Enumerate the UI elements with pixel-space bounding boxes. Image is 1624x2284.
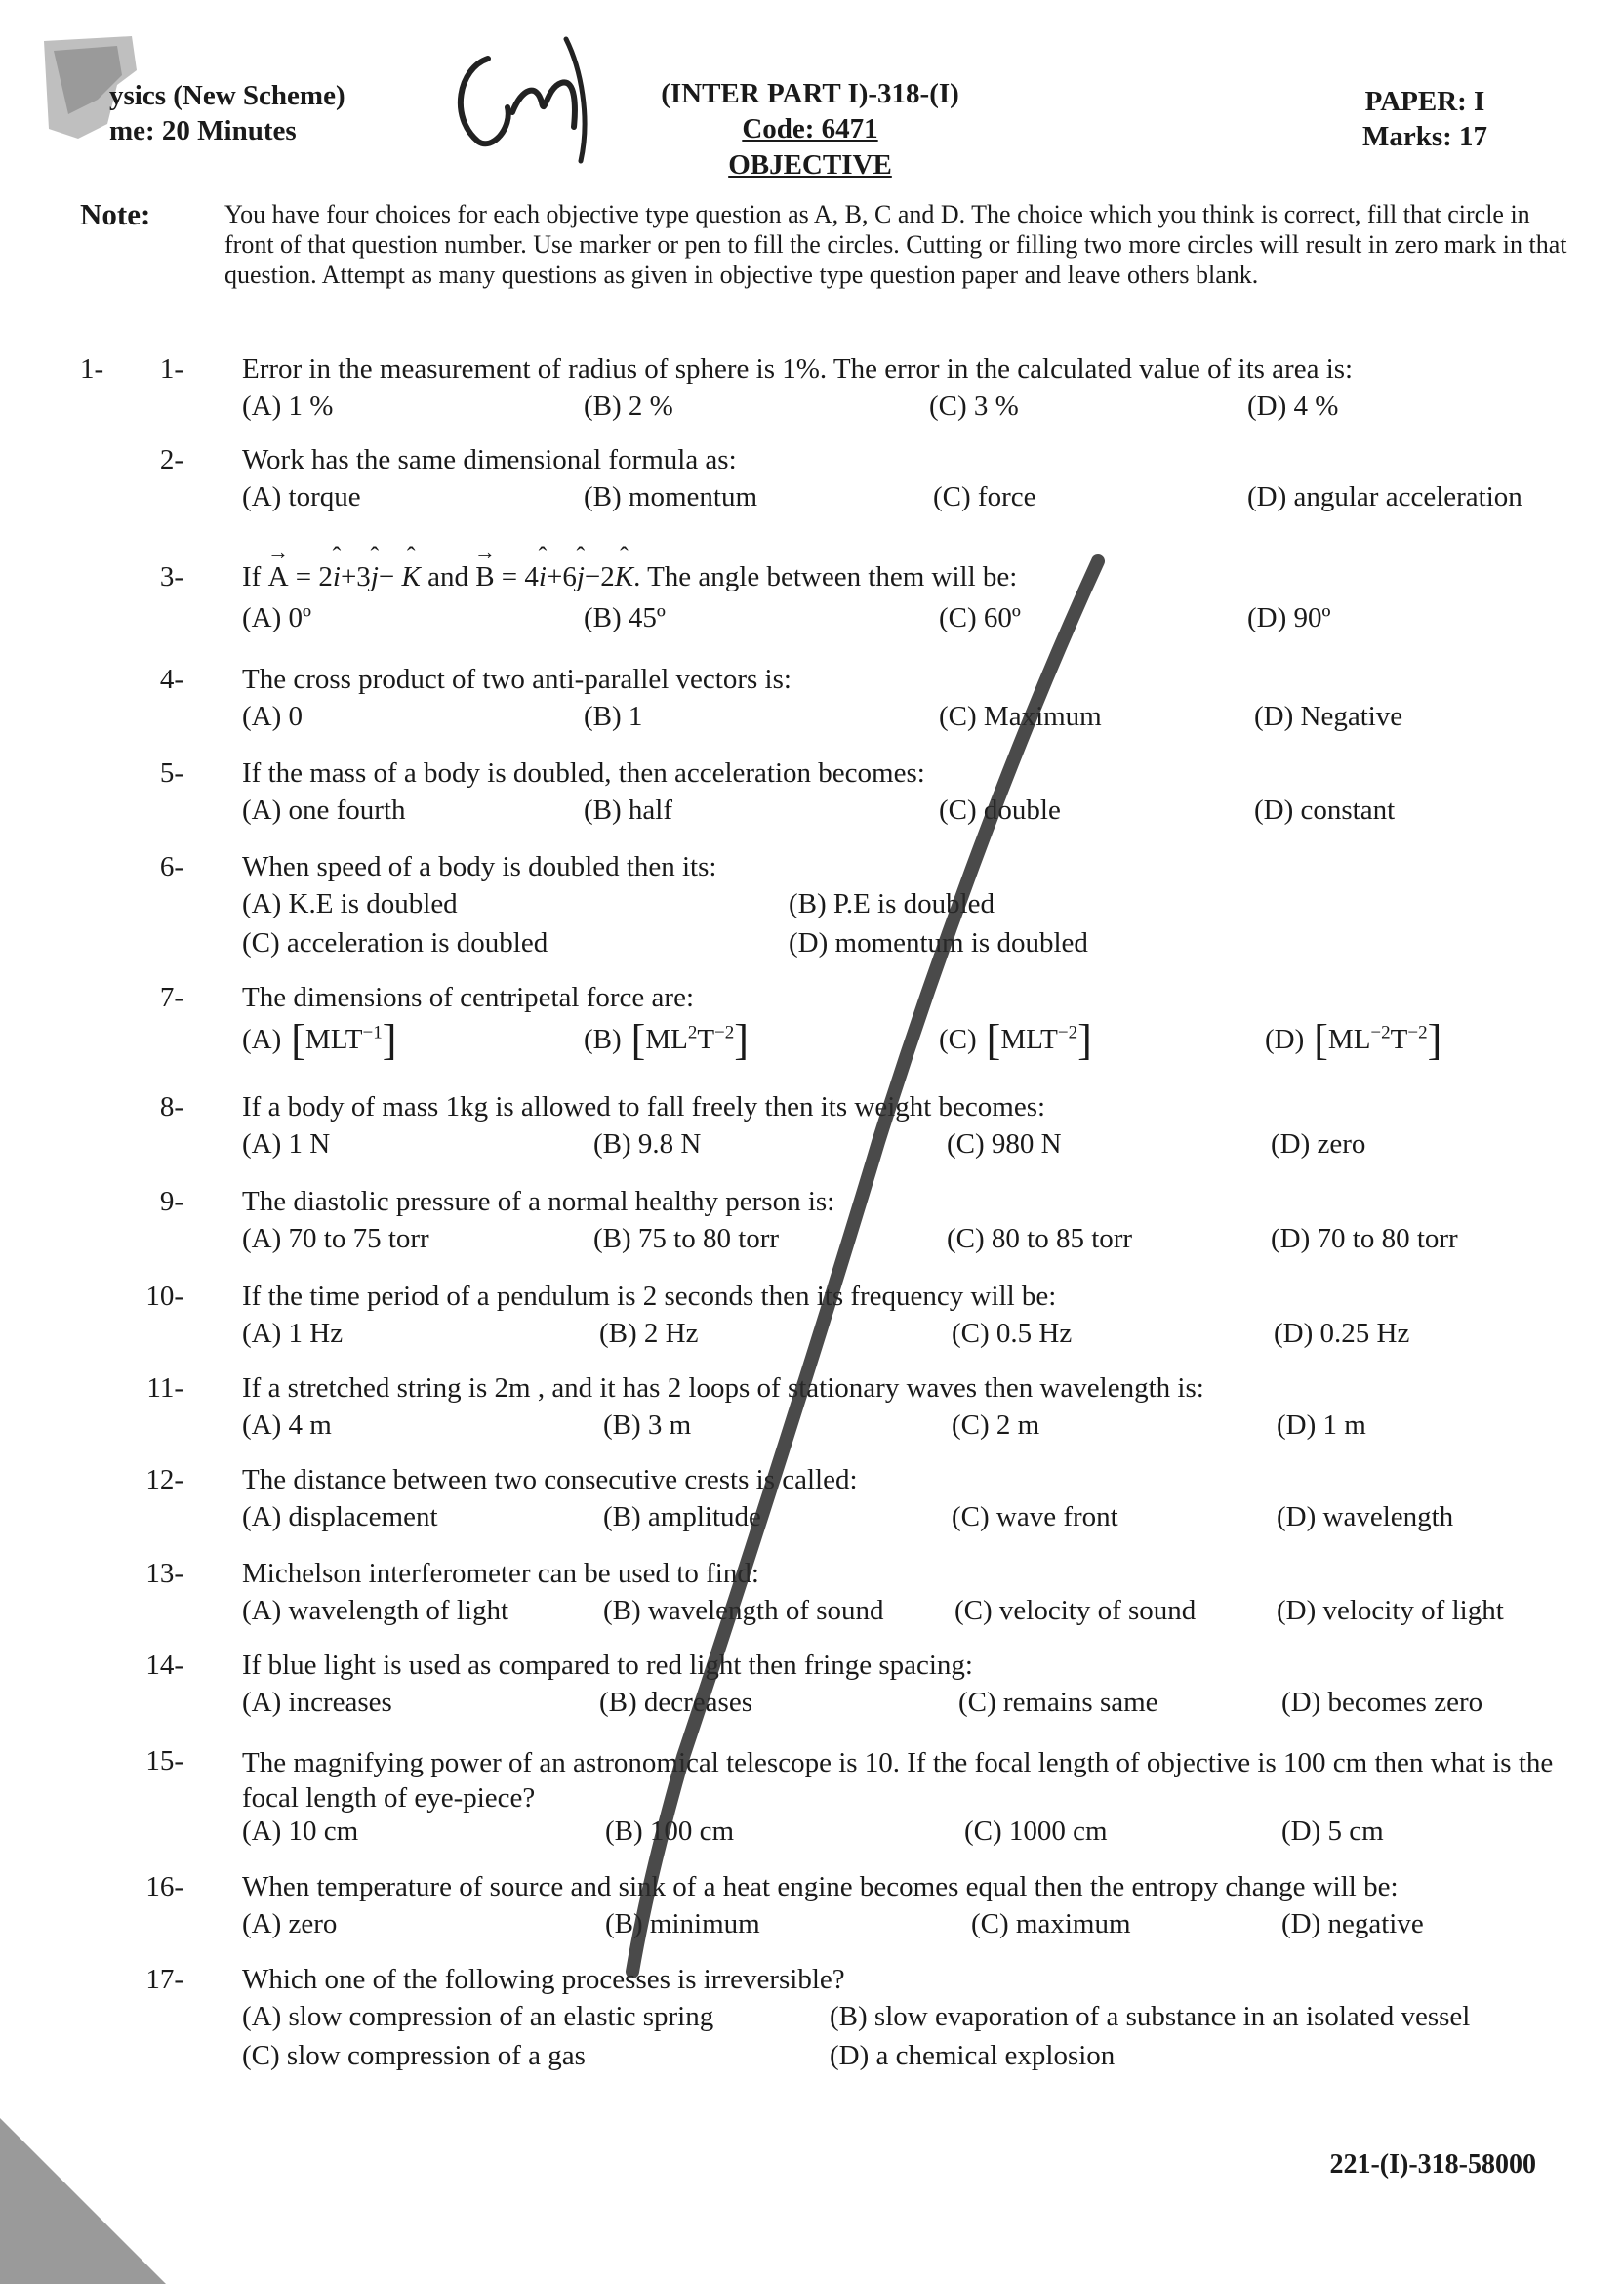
option-a[interactable]: (A) increases xyxy=(242,1687,392,1718)
question-number: 12- xyxy=(145,1464,183,1495)
option-b[interactable]: (B) 75 to 80 torr xyxy=(593,1223,780,1254)
question-text: When temperature of source and sink of a heat engine becomes equal then the entropy change will be: xyxy=(242,1871,1399,1902)
handwritten-mark xyxy=(420,29,625,166)
option-c[interactable]: (C) 2 m xyxy=(952,1409,1040,1441)
option-b[interactable]: (B) minimum xyxy=(605,1908,760,1939)
question-text: The dimensions of centripetal force are: xyxy=(242,982,694,1013)
paper-number: PAPER: I xyxy=(1364,86,1485,117)
option-b[interactable]: (B) momentum xyxy=(584,481,758,512)
paper-title-block xyxy=(634,76,986,183)
option-b[interactable]: (B) 1 xyxy=(584,701,643,732)
option-c[interactable]: (C) velocity of sound xyxy=(954,1595,1197,1626)
option-d[interactable]: (D) zero xyxy=(1271,1128,1366,1160)
question-number: 10- xyxy=(145,1281,183,1312)
question-text: If the time period of a pendulum is 2 seconds then its frequency will be: xyxy=(242,1281,1057,1312)
question-text: The cross product of two anti-parallel vectors is: xyxy=(242,664,792,695)
option-d[interactable]: (D) wavelength xyxy=(1277,1501,1454,1532)
option-a[interactable]: (A) 1 Hz xyxy=(242,1318,344,1349)
question-text: If the mass of a body is doubled, then acceleration becomes: xyxy=(242,757,925,789)
question-text: Which one of the following processes is irreversible? xyxy=(242,1964,845,1995)
option-a[interactable]: (A) wavelength of light xyxy=(242,1595,509,1626)
option-c[interactable]: (C) slow compression of a gas xyxy=(242,2040,586,2071)
option-d[interactable]: (D) a chemical explosion xyxy=(830,2040,1116,2071)
option-c[interactable]: (C) 0.5 Hz xyxy=(952,1318,1073,1349)
question-number: 11- xyxy=(146,1372,183,1404)
option-d[interactable]: (D) 1 m xyxy=(1277,1409,1366,1441)
scan-corner xyxy=(0,2108,176,2284)
option-b[interactable]: (B) amplitude xyxy=(603,1501,761,1532)
question-number: 4- xyxy=(159,664,183,695)
option-c[interactable]: (C) 1000 cm xyxy=(964,1815,1108,1847)
option-c[interactable]: (C) 980 N xyxy=(947,1128,1062,1160)
marks: Marks: 17 xyxy=(1361,121,1488,153)
option-b[interactable]: (B) 100 cm xyxy=(605,1815,735,1847)
option-c[interactable]: (C) wave front xyxy=(952,1501,1118,1532)
option-c[interactable]: (C) 60º xyxy=(939,602,1021,633)
option-c[interactable]: (C) Maximum xyxy=(939,701,1102,732)
option-a[interactable]: (A) 10 cm xyxy=(242,1815,359,1847)
option-d[interactable]: (D) negative xyxy=(1281,1908,1424,1939)
paper-serial: 221-(I)-318-58000 xyxy=(1329,2149,1536,2180)
question-number: 2- xyxy=(159,444,183,475)
option-d[interactable]: (D) 5 cm xyxy=(1281,1815,1384,1847)
question-number: 1- xyxy=(159,353,183,385)
option-d[interactable]: (D) 70 to 80 torr xyxy=(1271,1223,1458,1254)
subject-line: ysics (New Scheme) xyxy=(109,80,345,111)
note-label: Note: xyxy=(80,197,151,231)
option-a[interactable]: (A) 1 N xyxy=(242,1128,331,1160)
question-number: 16- xyxy=(145,1871,183,1902)
paper-type: OBJECTIVE xyxy=(728,148,892,181)
option-c[interactable]: (C) 3 % xyxy=(929,390,1019,422)
option-c[interactable]: (C) force xyxy=(933,481,1036,512)
option-b[interactable]: (B) 9.8 N xyxy=(593,1128,702,1160)
question-text: If a body of mass 1kg is allowed to fall freely then its weight becomes: xyxy=(242,1091,1046,1122)
option-d[interactable]: (D) 90º xyxy=(1247,602,1331,633)
option-a[interactable]: (A) 4 m xyxy=(242,1409,332,1441)
question-text: Michelson interferometer can be used to find: xyxy=(242,1558,759,1589)
option-c[interactable]: (C) maximum xyxy=(971,1908,1131,1939)
option-b[interactable]: (B) 45º xyxy=(584,602,666,633)
question-number: 8- xyxy=(159,1091,183,1122)
question-text: The diastolic pressure of a normal healthy person is: xyxy=(242,1186,835,1217)
option-d[interactable]: (D) velocity of light xyxy=(1277,1595,1504,1626)
option-a[interactable]: (A) 1 % xyxy=(242,390,334,422)
question-number: 9- xyxy=(159,1186,183,1217)
option-c[interactable]: (C) double xyxy=(939,795,1061,826)
question-number: 15- xyxy=(145,1745,183,1776)
question-number: 5- xyxy=(159,757,183,789)
paper-title: (INTER PART I)-318-(I) xyxy=(661,78,959,109)
question-text: When speed of a body is doubled then its: xyxy=(242,851,717,882)
option-a[interactable]: (A) 70 to 75 torr xyxy=(242,1223,429,1254)
question-number: 6- xyxy=(159,851,183,882)
subject-header xyxy=(109,78,345,149)
q3-tail: . The angle between them will be: xyxy=(633,561,1018,592)
option-c[interactable]: (C) $[MLT^{-2}]$ xyxy=(939,1016,1092,1064)
question-number: 14- xyxy=(145,1650,183,1681)
question-text: If a stretched string is 2m , and it has 2 loops of stationary waves then wavelength is: xyxy=(242,1372,1204,1404)
question-number: 3- xyxy=(159,561,183,592)
option-b[interactable]: (B) P.E is doubled xyxy=(789,888,995,919)
option-d[interactable]: (D) becomes zero xyxy=(1281,1687,1483,1718)
question-text: Work has the same dimensional formula as: xyxy=(242,444,737,475)
option-c[interactable]: (C) 80 to 85 torr xyxy=(947,1223,1133,1254)
option-d[interactable]: (D) Negative xyxy=(1254,701,1403,732)
option-d[interactable]: (D) $[ML^{-2}T^{-2}]$ xyxy=(1265,1016,1442,1064)
note-text: You have four choices for each objective type question as A, B, C and D. The choice which you think is correct, fill that circle in front of that question number. Use marker or pen to fill the circles. Cutting or filling two more circles will result in zero mark in that question. Attempt as many questions as given in objective type question paper and leave others blank. xyxy=(224,200,1567,289)
question-number: 17- xyxy=(145,1964,183,1995)
option-d[interactable]: (D) 4 % xyxy=(1247,390,1339,422)
question-number: 13- xyxy=(145,1558,183,1589)
paper-marks-block xyxy=(1327,84,1522,155)
option-a[interactable]: (A) $[MLT^{-1}]$ xyxy=(242,1016,397,1064)
option-b[interactable]: (B) 2 Hz xyxy=(599,1318,699,1349)
option-a[interactable]: (A) torque xyxy=(242,481,361,512)
option-a[interactable]: (A) displacement xyxy=(242,1501,438,1532)
question-prefix: 1- xyxy=(80,353,104,385)
paper-code: Code: 6471 xyxy=(742,113,878,145)
time-line: me: 20 Minutes xyxy=(109,115,297,147)
option-a[interactable]: (A) K.E is doubled xyxy=(242,888,458,919)
option-b[interactable]: (B) half xyxy=(584,795,672,826)
option-b[interactable]: (B) decreases xyxy=(599,1687,752,1718)
option-d[interactable]: (D) angular acceleration xyxy=(1247,481,1522,512)
option-a[interactable]: (A) zero xyxy=(242,1908,338,1939)
option-c[interactable]: (C) acceleration is doubled xyxy=(242,927,548,958)
question-text: If → A = 2ˆ i+3ˆ j− ˆ K and → B = 4ˆ i+6ˆ j−2ˆ K. The angle between them will be: xyxy=(242,561,1599,593)
option-c[interactable]: (C) remains same xyxy=(958,1687,1158,1718)
question-text: The magnifying power of an astronomical telescope is 10. If the focal length of objective is 100 cm then what is the focal length of eye-piece? xyxy=(242,1747,1554,1814)
q3-and: and xyxy=(427,561,468,592)
option-d[interactable]: (D) constant xyxy=(1254,795,1396,826)
option-d[interactable]: (D) momentum is doubled xyxy=(789,927,1088,958)
question-text: The distance between two consecutive crests is called: xyxy=(242,1464,858,1495)
question-number: 7- xyxy=(159,982,183,1013)
question-text: If blue light is used as compared to red light then fringe spacing: xyxy=(242,1650,973,1681)
option-d[interactable]: (D) 0.25 Hz xyxy=(1274,1318,1410,1349)
option-b[interactable]: (B) $[ML^2T^{-2}]$ xyxy=(584,1016,749,1064)
option-a[interactable]: (A) slow compression of an elastic spring xyxy=(242,2001,714,2032)
question-text: Error in the measurement of radius of sphere is 1%. The error in the calculated value of its area is: xyxy=(242,353,1354,385)
option-b[interactable]: (B) wavelength of sound xyxy=(603,1595,884,1626)
option-b[interactable]: (B) 2 % xyxy=(584,390,673,422)
option-a[interactable]: (A) one fourth xyxy=(242,795,406,826)
option-b[interactable]: (B) slow evaporation of a substance in an isolated vessel xyxy=(830,2001,1471,2032)
option-a[interactable]: (A) 0 xyxy=(242,701,304,732)
option-b[interactable]: (B) 3 m xyxy=(603,1409,692,1441)
option-a[interactable]: (A) 0º xyxy=(242,602,311,633)
